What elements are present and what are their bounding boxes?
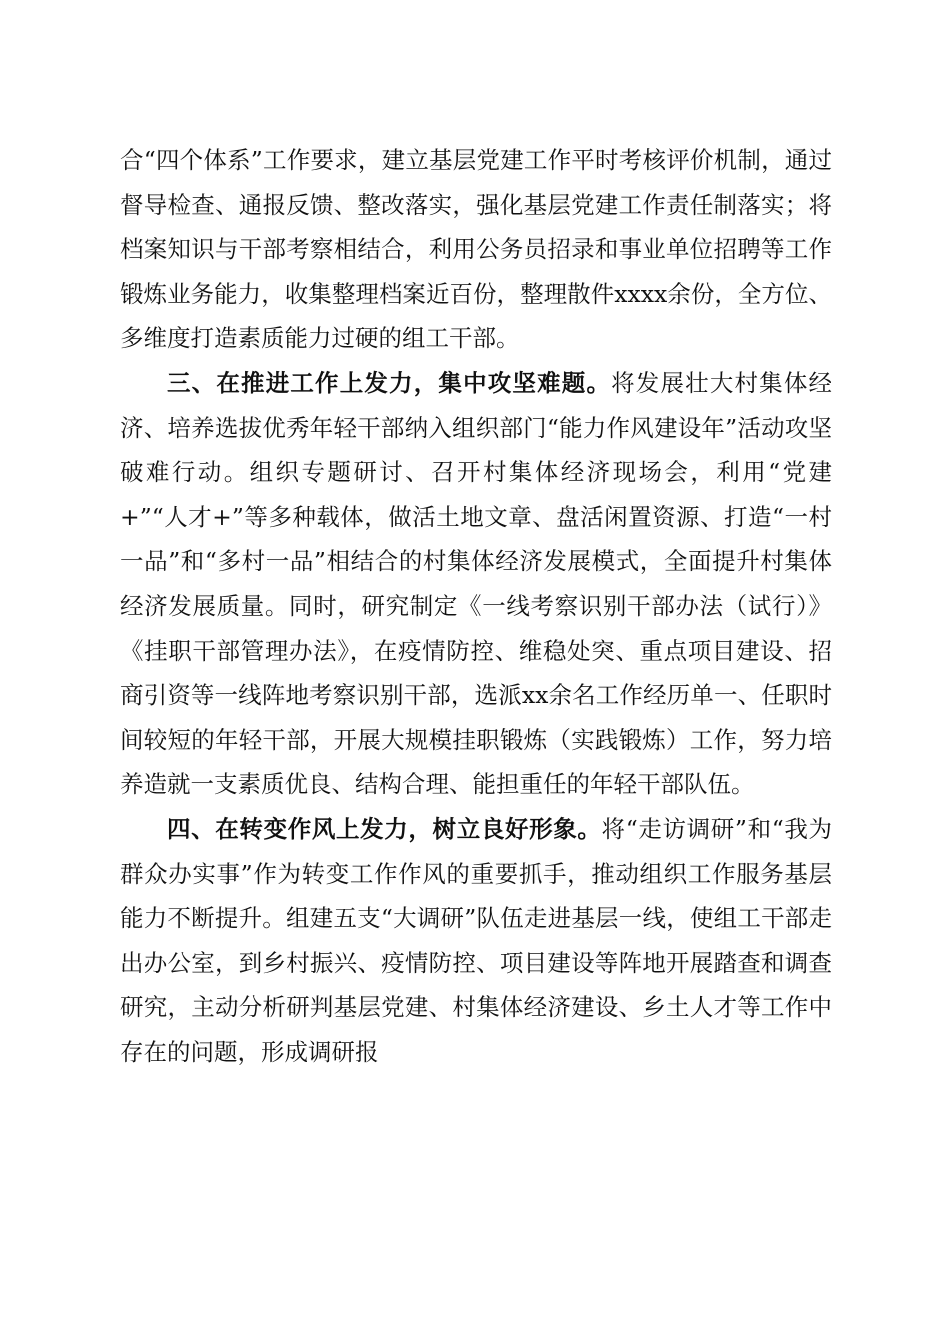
document-body — [120, 138, 832, 1074]
section-heading-four: 四、在转变作风上发力，树立良好形象。 — [167, 814, 602, 843]
paragraph-section-four — [120, 807, 832, 1075]
paragraph-continuation — [120, 138, 832, 361]
paragraph-body-text: 合“四个体系”工作要求，建立基层党建工作平时考核评价机制，通过督导检查、通报反馈、整改落实，强化基层党建工作责任制落实；将档案知识与干部考察相结合，利用公务员招录和事业单位招聘等工作锻炼业务能力，收集整理档案近百份，整理散件xxxx余份，全方位、多维度打造素质能力过硬的组工干部。 — [120, 146, 832, 353]
paragraph-section-three — [120, 361, 832, 807]
paragraph-body-text: 将“走访调研”和“我为群众办实事”作为转变工作作风的重要抓手，推动组织工作服务基层能力不断提升。组建五支“大调研”队伍走进基层一线，使组工干部走出办公室，到乡村振兴、疫情防控、项目建设等阵地开展踏查和调查研究，主动分析研判基层党建、村集体经济建设、乡土人才等工作中存在的问题，形成调研报 — [120, 814, 833, 1066]
paragraph-body-text: 将发展壮大村集体经济、培养选拔优秀年轻干部纳入组织部门“能力作风建设年”活动攻坚破难行动。组织专题研讨、召开村集体经济现场会，利用“党建+”“人才+”等多种载体，做活土地文章、盘活闲置资源、打造“一村一品”和“多村一品”相结合的村集体经济发展模式，全面提升村集体经济发展质量。同时，研究制定《一线考察识别干部办法（试行）》《挂职干部管理办法》，在疫情防控、维稳处突、重点项目建设、招商引资等一线阵地考察识别干部，选派xx余名工作经历单一、任职时间较短的年轻干部，开展大规模挂职锻炼（实践锻炼）工作，努力培养造就一支素质优良、结构合理、能担重任的年轻干部队伍。 — [120, 368, 833, 799]
section-heading-three: 三、在推进工作上发力，集中攻坚难题。 — [167, 368, 612, 397]
